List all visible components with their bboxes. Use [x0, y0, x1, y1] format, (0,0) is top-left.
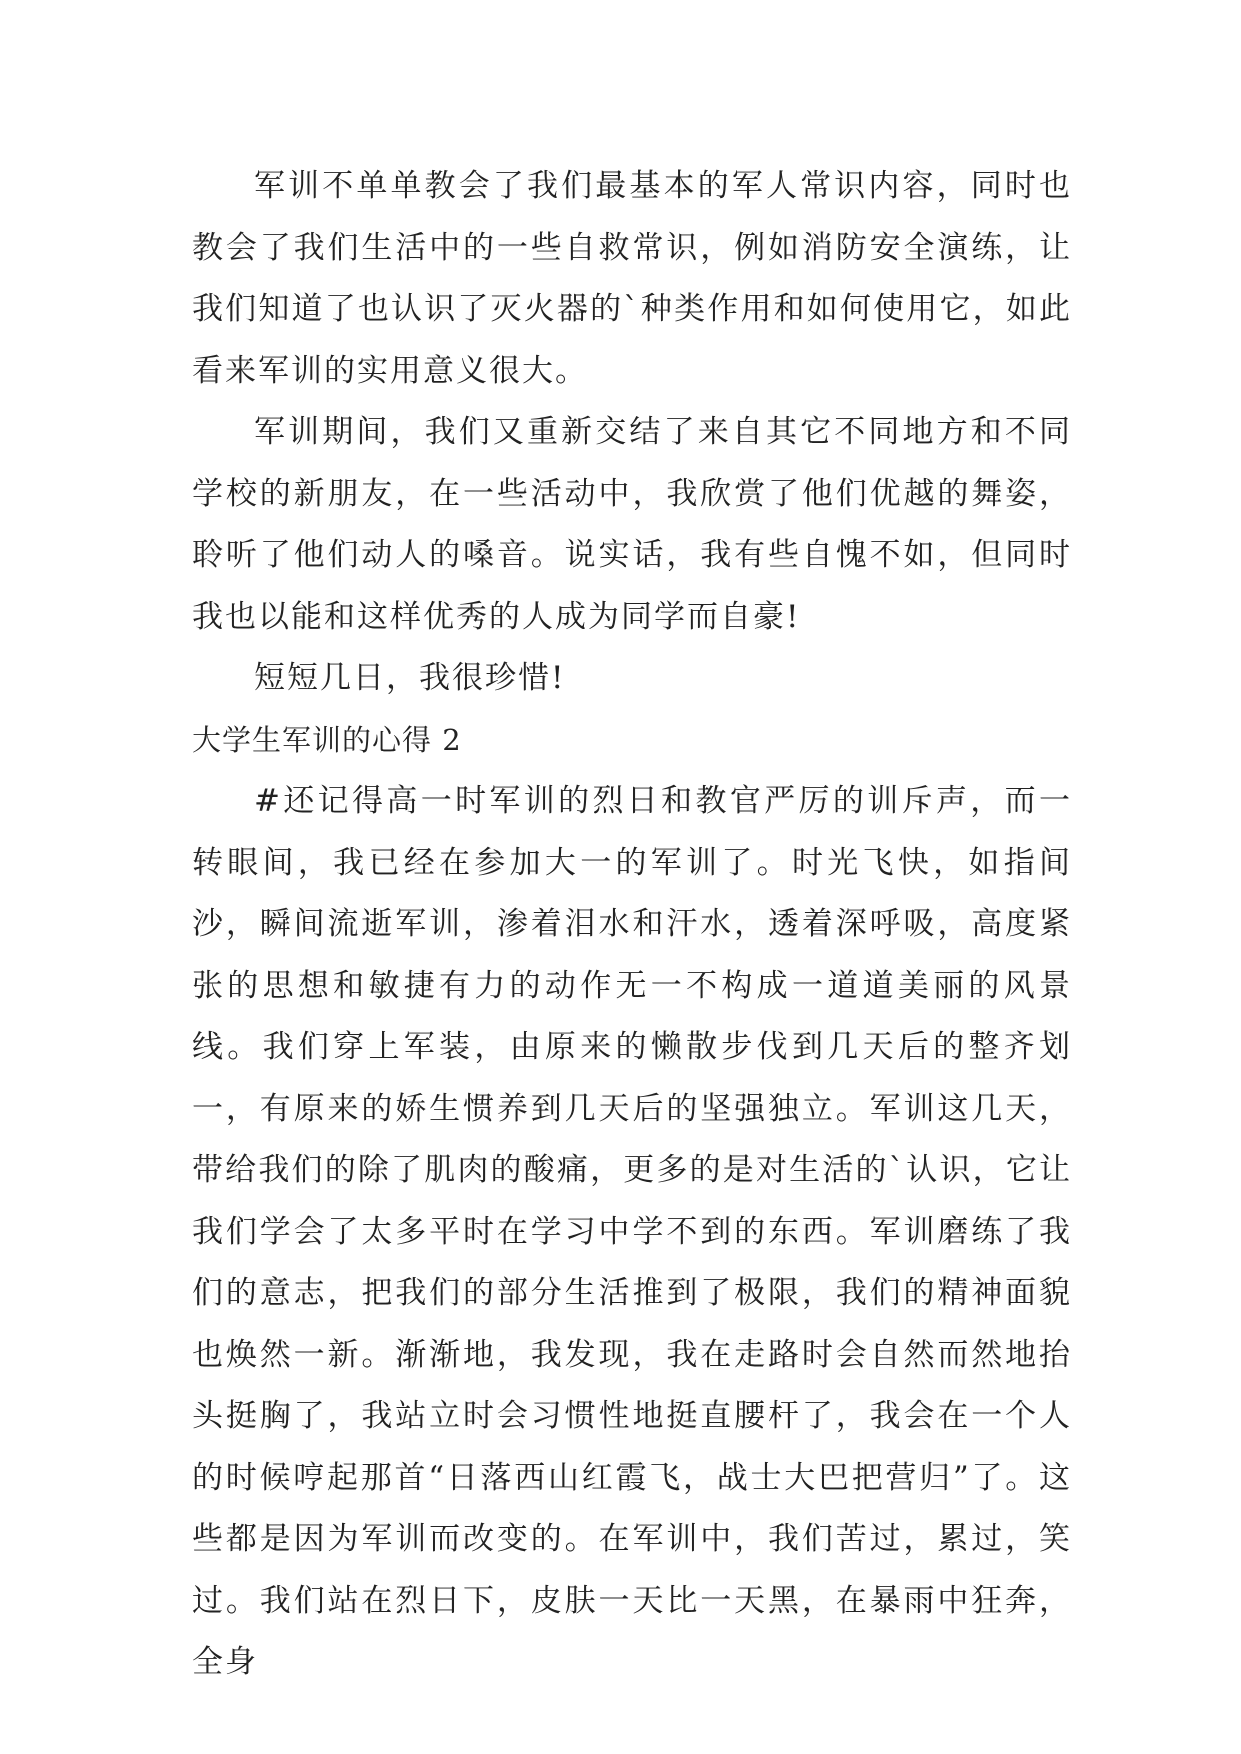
- document-body: [192, 156, 1072, 1694]
- paragraph: #还记得高一时军训的烈日和教官严厉的训斥声，而一转眼间，我已经在参加大一的军训了。时光飞快，如指间沙，瞬间流逝军训，渗着泪水和汗水，透着深呼吸，高度紧张的思想和敏捷有力的动作无一不构成一道道美丽的风景线。我们穿上军装，由原来的懒散步伐到几天后的整齐划一，有原来的娇生惯养到几天后的坚强独立。军训这几天，带给我们的除了肌肉的酸痛，更多的是对生活的`认识，它让我们学会了太多平时在学习中学不到的东西。军训磨练了我们的意志，把我们的部分生活推到了极限，我们的精神面貌也焕然一新。渐渐地，我发现，我在走路时会自然而然地抬头挺胸了，我站立时会习惯性地挺直腰杆了，我会在一个人的时候哼起那首“日落西山红霞飞，战士大巴把营归”了。这些都是因为军训而改变的。在军训中，我们苦过，累过，笑过。我们站在烈日下，皮肤一天比一天黑，在暴雨中狂奔，全身: [192, 783, 1072, 1680]
- paragraph: 军训不单单教会了我们最基本的军人常识内容，同时也教会了我们生活中的一些自救常识，例如消防安全演练，让我们知道了也认识了灭火器的`种类作用和如何使用它，如此看来军训的实用意义很大。: [192, 168, 1072, 389]
- paragraph: 军训期间，我们又重新交结了来自其它不同地方和不同学校的新朋友，在一些活动中，我欣赏了他们优越的舞姿，聆听了他们动人的嗓音。说实话，我有些自愧不如，但同时我也以能和这样优秀的人成为同学而自豪!: [192, 414, 1072, 635]
- section-heading: 大学生军训的心得 2: [192, 722, 462, 757]
- paragraph: 短短几日，我很珍惜!: [254, 660, 566, 696]
